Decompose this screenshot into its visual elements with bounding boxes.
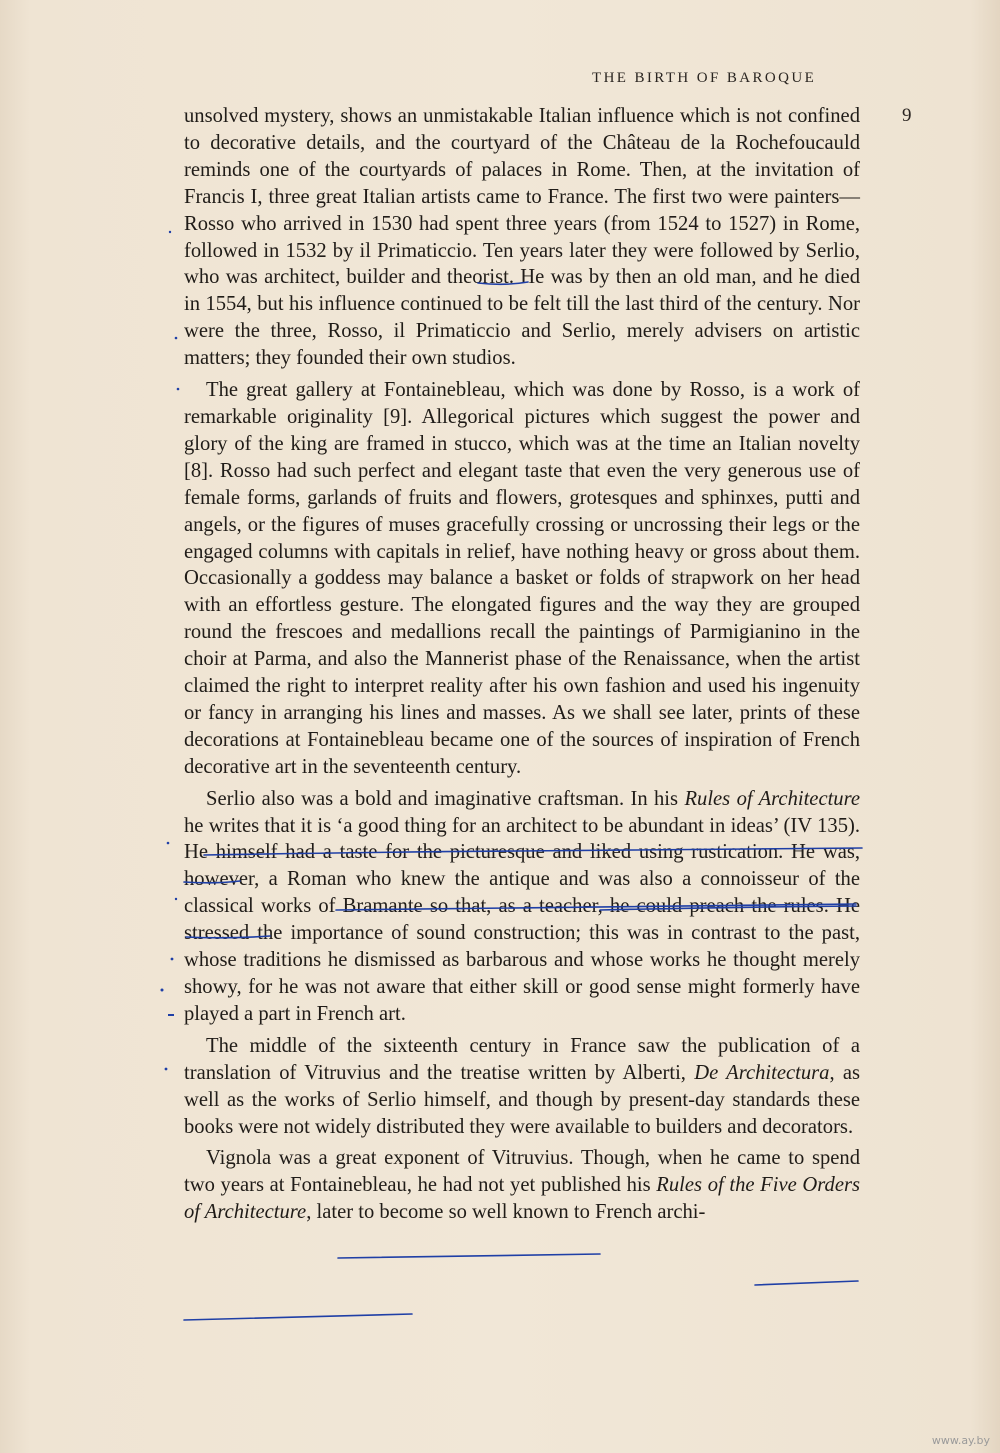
underline-five-orders	[755, 1281, 858, 1285]
paragraph-5	[184, 1145, 860, 1226]
underline-five-orders-2	[184, 1314, 412, 1320]
paragraph-4-text: The middle of the sixteenth century in France saw the publication of a translation of Vitruvius and the treatise written by Alberti,	[184, 1034, 860, 1084]
book-title-rules-of-architecture: Rules of Architecture	[684, 787, 860, 810]
underline-vitruvius	[338, 1254, 600, 1258]
page-number: 9	[902, 105, 912, 126]
body-text	[184, 103, 860, 1226]
paragraph-4	[184, 1033, 860, 1141]
watermark: www.ay.by	[931, 1434, 990, 1447]
paragraph-5-text: Vignola was a great exponent of Vitruvius. Though, when he came to spend two years at Fontainebleau, he had not yet published his	[184, 1147, 860, 1197]
paragraph-3-text-cont: he writes that it is ‘a good thing for an architect to be abundant in ideas’ (IV 135). He himself had a taste for the picturesque and liked using rustication. He was, however, a Roman who knew the antique and was also a connoisseur of the classical works of Bramante so that, as a teacher, he could preach the rules. He stressed the importance of sound construction; this was in contrast to the past, whose traditions he dismissed as barbarous and whose works he thought merely showy, for he was not aware that either skill or good sense might formerly have played a part in French art.	[184, 814, 860, 1025]
book-title-five-orders: Rules of the Five Orders of Architecture	[184, 1174, 860, 1224]
margin-mark	[161, 989, 164, 992]
running-title: THE BIRTH OF BAROQUE	[592, 70, 817, 86]
book-title-de-architectura: De Architectura	[694, 1061, 830, 1084]
margin-mark	[175, 337, 178, 340]
paragraph-5-text-cont: , later to become so well known to French archi-	[306, 1201, 706, 1224]
margin-mark	[177, 388, 180, 391]
paragraph-3-text: Serlio also was a bold and imaginative craftsman. In his	[206, 787, 685, 810]
margin-mark	[175, 898, 177, 900]
paragraph-2: The great gallery at Fontainebleau, which was done by Rosso, is a work of remarkable originality [9]. Allegorical pictures which suggest the power and glory of the king are framed in stucco, which was at the time an Italian novelty [8]. Rosso had such perfect and elegant taste that even the very generous use of female forms, garlands of fruits and flowers, grotesques and sphinxes, putti and angels, or the figures of muses gracefully crossing or uncrossing their legs or the engaged columns with capitals in relief, have nothing heavy or gross about them. Occasionally a goddess may balance a basket or folds of strapwork on her head with an effortless gesture. The elongated figures and the way they are grouped round the frescoes and medallions recall the paintings of Parmigianino in the choir at Parma, and also the Mannerist phase of the Renaissance, when the artist claimed the right to interpret reality after his own fashion and used his ingenuity or fancy in arranging his lines and masses. As we shall see later, prints of these decorations at Fontainebleau became one of the sources of inspiration of French decorative art in the seventeenth century.	[184, 379, 860, 778]
margin-mark	[169, 231, 171, 233]
paragraph-3	[184, 786, 860, 1028]
margin-mark	[171, 958, 174, 961]
margin-mark	[168, 1014, 174, 1016]
paragraph-4-text-cont: , as well as the works of Serlio himself, and though by present-day standards these books were not widely distributed they were available to builders and decorators.	[184, 1061, 860, 1138]
paragraph-1: unsolved mystery, shows an unmistakable Italian influence which is not confined to decorative details, and the courtyard of the Château de la Rochefoucauld reminds one of the courtyards of palaces in Rome. Then, at the invitation of Francis I, three great Italian artists came to France. The first two were painters—Rosso who arrived in 1530 had spent three years (from 1524 to 1527) in Rome, followed in 1532 by il Primaticcio. Ten years later they were followed by Serlio, who was architect, builder and theorist. He was by then an old man, and he died in 1554, but his influence continued to be felt till the last third of the century. Nor were the three, Rosso, il Primaticcio and Serlio, merely advisers on artistic matters; they founded their own studios.	[184, 105, 860, 370]
margin-mark	[167, 842, 170, 845]
margin-mark	[165, 1068, 168, 1071]
